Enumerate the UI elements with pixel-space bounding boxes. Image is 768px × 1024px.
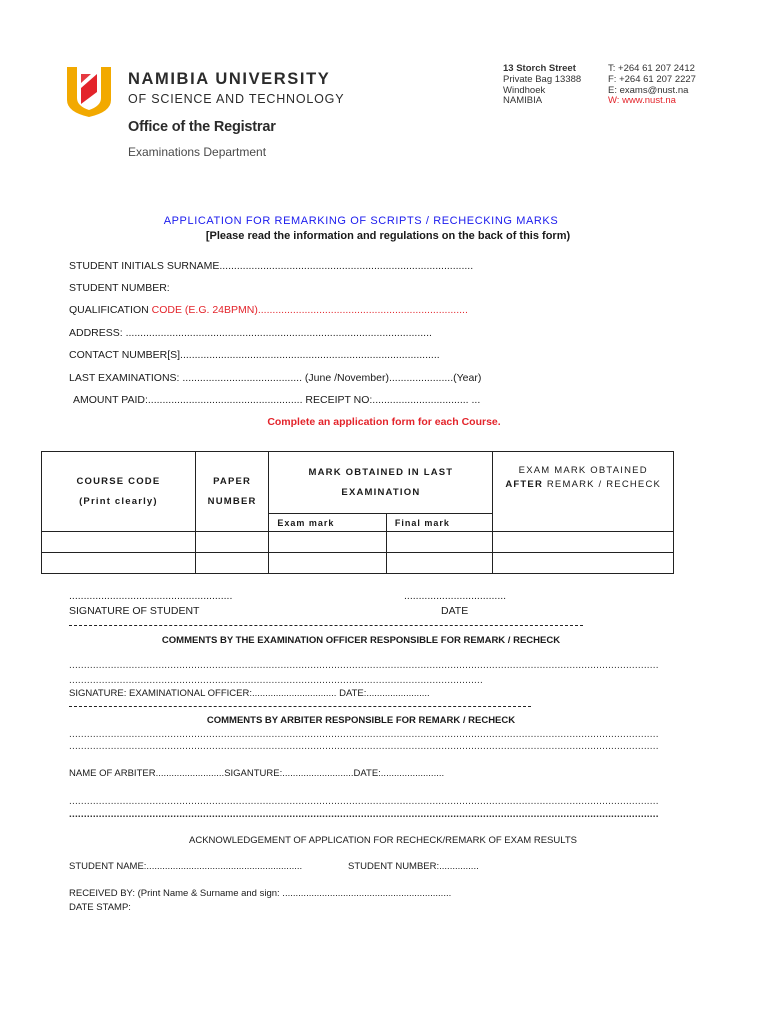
email: E: exams@nust.na <box>608 84 689 96</box>
officer-comment-line[interactable]: ...................................................................................................................................................................................................... <box>69 660 659 671</box>
student-initials-field[interactable]: STUDENT INITIALS SURNAME....................................................................................... <box>69 260 474 272</box>
qualification-code-hint: CODE (E.G. 24BPMN)........................................................................ <box>151 304 468 316</box>
table-row <box>42 553 674 574</box>
date-stamp-field[interactable]: DATE STAMP: <box>69 902 131 913</box>
amount-paid-field[interactable]: AMOUNT PAID:..................................................... RECEIPT NO:................................. ... <box>73 394 481 406</box>
course-code-cell[interactable] <box>42 553 196 574</box>
student-number-field[interactable]: STUDENT NUMBER: <box>69 282 170 294</box>
fax: F: +264 61 207 2227 <box>608 73 696 85</box>
website-link[interactable]: www.nust.na <box>622 95 676 107</box>
form-title: APPLICATION FOR REMARKING OF SCRIPTS / RECHECKING MARKS <box>163 215 559 227</box>
address-line: Private Bag 13388 <box>503 73 582 85</box>
print-clearly-label: (Print clearly) <box>79 495 158 507</box>
paper-number-cell[interactable] <box>195 532 269 553</box>
paper-number-header <box>195 452 269 532</box>
student-signature-line[interactable]: ........................................................ <box>69 590 233 602</box>
university-shield-logo-icon <box>64 64 114 118</box>
date-line[interactable]: ................................... <box>404 590 507 602</box>
ack-student-number-field[interactable]: STUDENT NUMBER:............... <box>348 861 479 872</box>
table-row <box>42 532 674 553</box>
officer-signature-line[interactable]: SIGNATURE: EXAMINATIONAL OFFICER:................................ DATE:........................ <box>69 688 430 699</box>
university-name-line1: NAMIBIA UNIVERSITY <box>128 70 331 88</box>
arbiter-comment-line[interactable]: ...................................................................................................................................................................................................... <box>69 796 659 807</box>
after-label-2 <box>493 478 673 492</box>
postal-address <box>503 64 581 107</box>
last-examinations-field[interactable]: LAST EXAMINATIONS: ......................................... (June /November)......................(Year) <box>69 372 482 384</box>
arbiter-comment-line[interactable]: ...................................................................................................................................................................................................... <box>69 729 659 740</box>
contact-details <box>608 64 696 107</box>
university-name-line2: OF SCIENCE AND TECHNOLOGY <box>128 92 345 106</box>
contact-number-field[interactable]: CONTACT NUMBER[S]......................................................................................... <box>69 349 440 361</box>
qualification-label: QUALIFICATION <box>69 304 152 316</box>
arbiter-comment-line[interactable]: ...................................................................................................................................................................................................... <box>69 809 659 820</box>
date-label: DATE <box>441 605 469 617</box>
final-mark-header: Final mark <box>386 514 493 532</box>
address-line: Windhoek <box>503 84 546 96</box>
officer-comments-heading: COMMENTS BY THE EXAMINATION OFFICER RESPONSIBLE FOR REMARK / RECHECK <box>161 635 561 646</box>
after-remark-cell[interactable] <box>493 532 674 553</box>
mark-last-header <box>269 452 493 514</box>
complete-note: Complete an application form for each Course. <box>267 416 501 428</box>
exam-mark-cell[interactable] <box>269 532 386 553</box>
mark-last-label-1: MARK OBTAINED IN LAST <box>308 466 454 478</box>
course-code-header <box>42 452 196 532</box>
acknowledgement-heading: ACKNOWLEDGEMENT OF APPLICATION FOR RECHECK/REMARK OF EXAM RESULTS <box>189 835 577 846</box>
paper-label: PAPER <box>213 475 252 487</box>
course-code-cell[interactable] <box>42 532 196 553</box>
exam-mark-cell[interactable] <box>269 553 386 574</box>
arbiter-comment-line[interactable]: ...................................................................................................................................................................................................... <box>69 741 659 752</box>
arbiter-comments-heading: COMMENTS BY ARBITER RESPONSIBLE FOR REMARK / RECHECK <box>206 715 516 726</box>
officer-comment-line[interactable]: ........................................................................................................................................... <box>69 675 483 686</box>
number-label: NUMBER <box>207 495 257 507</box>
final-mark-cell[interactable] <box>386 553 493 574</box>
received-by-field[interactable]: RECEIVED BY: (Print Name & Surname and sign: ................................................................ <box>69 888 452 899</box>
address-line: NAMIBIA <box>503 95 543 107</box>
after-bold: AFTER <box>505 479 544 490</box>
paper-number-cell[interactable] <box>195 553 269 574</box>
form-subtitle: [Please read the information and regulations on the back of this form) <box>205 230 571 242</box>
after-rest: REMARK / RECHECK <box>543 479 662 490</box>
address-field[interactable]: ADDRESS: ......................................................................................................... <box>69 327 432 339</box>
marks-table <box>41 451 674 574</box>
department-title: Examinations Department <box>128 145 267 159</box>
ack-student-name-field[interactable]: STUDENT NAME:........................................................... <box>69 861 303 872</box>
signature-of-student-label: SIGNATURE OF STUDENT <box>69 605 200 617</box>
arbiter-name-line[interactable]: NAME OF ARBITER..........................SIGANTURE:...........................DATE:........................ <box>69 768 445 779</box>
exam-mark-header: Exam mark <box>269 514 386 532</box>
final-mark-cell[interactable] <box>386 532 493 553</box>
section-divider <box>69 706 531 707</box>
course-code-label: COURSE CODE <box>76 475 161 487</box>
after-remark-cell[interactable] <box>493 553 674 574</box>
address-line: 13 Storch Street <box>503 63 576 74</box>
after-remark-header <box>493 452 674 532</box>
web-prefix: W: <box>608 95 623 107</box>
mark-last-label-2: EXAMINATION <box>341 486 421 498</box>
website-line <box>608 96 696 107</box>
after-label-1: EXAM MARK OBTAINED <box>518 465 648 476</box>
office-title: Office of the Registrar <box>128 119 276 135</box>
section-divider <box>69 625 583 626</box>
telephone: T: +264 61 207 2412 <box>608 63 695 74</box>
qualification-field[interactable] <box>69 304 468 316</box>
